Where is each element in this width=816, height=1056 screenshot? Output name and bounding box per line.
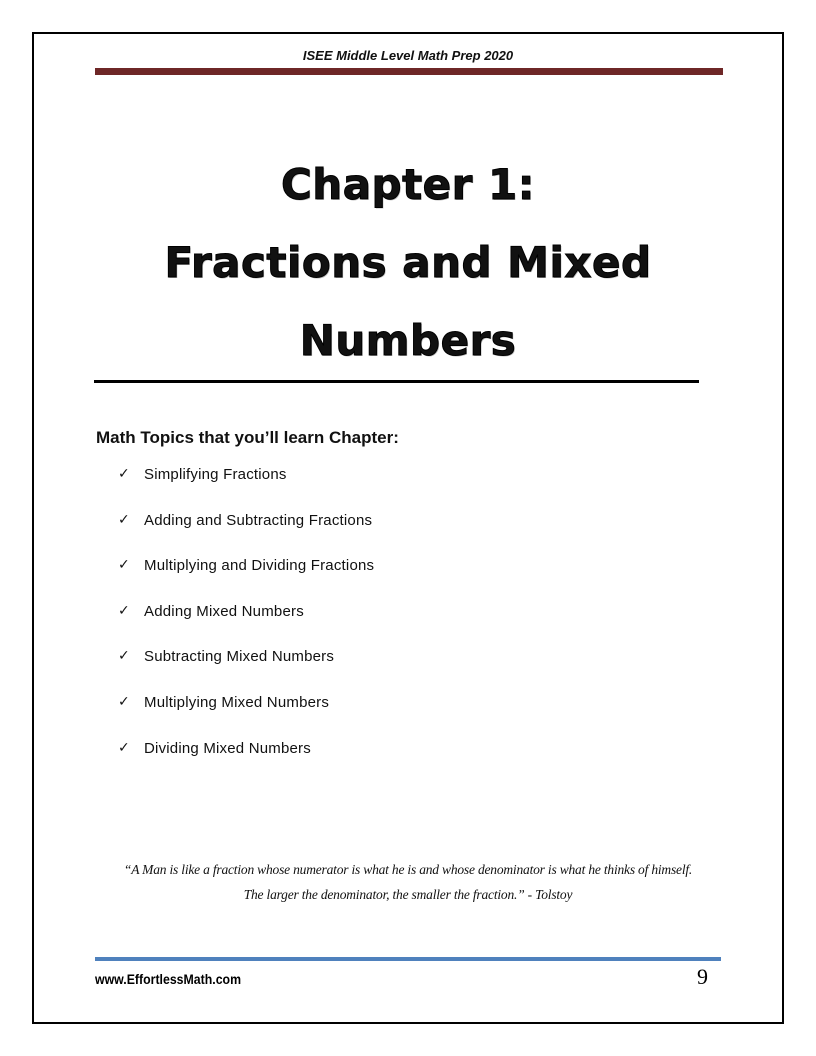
running-header-title: ISEE Middle Level Math Prep 2020	[302, 48, 514, 63]
footer-website: www.EffortlessMath.com	[95, 971, 242, 987]
topic-item	[118, 648, 374, 694]
checkmark-icon: ✓	[118, 511, 130, 528]
title-rule	[94, 380, 699, 383]
chapter-title-line-2: Fractions and Mixed	[164, 238, 652, 287]
chapter-title-line-3: Numbers	[299, 316, 517, 365]
checkmark-icon: ✓	[118, 602, 130, 619]
tolstoy-quote	[95, 857, 721, 907]
topic-label: Adding Mixed Numbers	[144, 602, 304, 620]
topic-label: Multiplying Mixed Numbers	[144, 693, 330, 711]
chapter-title-line-1: Chapter 1:	[280, 160, 536, 209]
quote-line-1: “A Man is like a fraction whose numerator is what he is and whose denominator is what he thinks of himself.	[123, 862, 693, 877]
topics-list	[118, 466, 374, 785]
page-number: 9	[697, 964, 708, 989]
chapter-title	[95, 146, 721, 380]
topic-item	[118, 557, 374, 603]
topic-label: Subtracting Mixed Numbers	[144, 648, 335, 666]
topic-item	[118, 740, 374, 786]
checkmark-icon: ✓	[118, 739, 130, 756]
checkmark-icon: ✓	[118, 648, 130, 665]
quote-line-2: The larger the denominator, the smaller the fraction.” - Tolstoy	[243, 887, 573, 902]
topic-label: Multiplying and Dividing Fractions	[144, 557, 375, 575]
topic-label: Dividing Mixed Numbers	[144, 739, 311, 757]
topic-item	[118, 512, 374, 558]
topic-label: Adding and Subtracting Fractions	[144, 511, 373, 529]
header-rule	[95, 68, 723, 75]
checkmark-icon: ✓	[118, 693, 130, 710]
topic-item	[118, 603, 374, 649]
topic-item	[118, 466, 374, 512]
topic-item	[118, 694, 374, 740]
checkmark-icon: ✓	[118, 466, 130, 482]
footer-rule	[95, 957, 721, 961]
topics-heading: Math Topics that you’ll learn Chapter:	[96, 428, 399, 447]
topic-label: Simplifying Fractions	[144, 466, 287, 483]
checkmark-icon: ✓	[118, 557, 130, 574]
